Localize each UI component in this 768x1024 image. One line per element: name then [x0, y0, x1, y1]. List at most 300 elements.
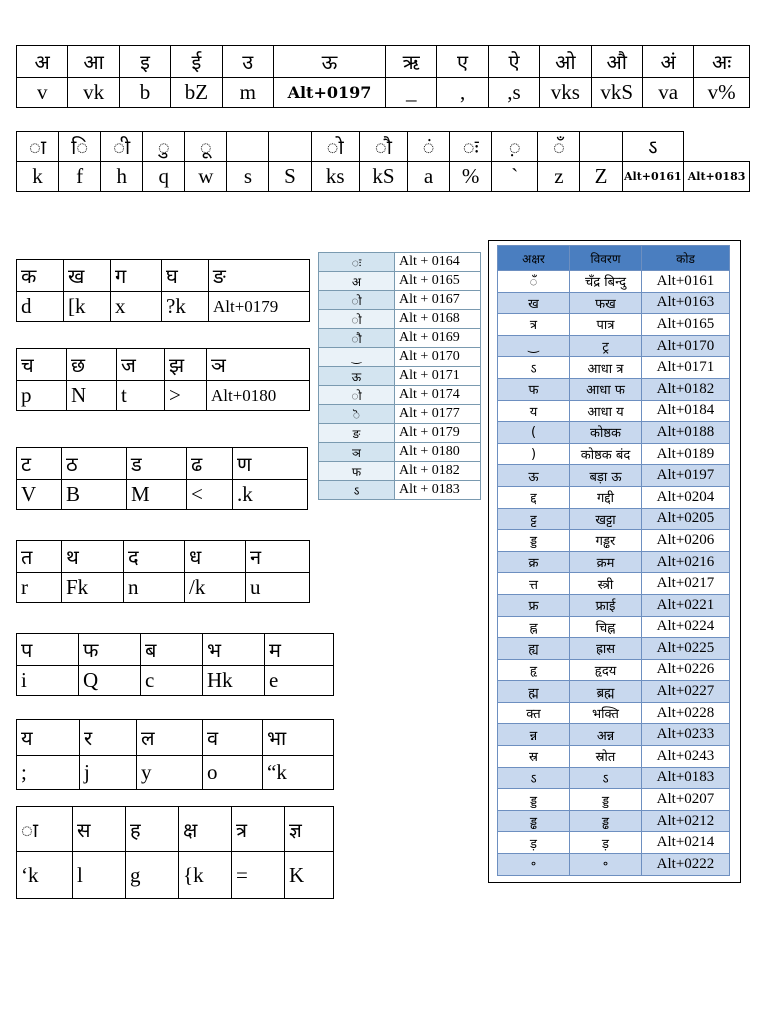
devanagari-cell: ल: [137, 720, 203, 756]
header-char: अक्षर: [498, 246, 570, 271]
krutidev-key-cell: vkS: [591, 78, 642, 108]
devanagari-cell: ण: [233, 448, 308, 480]
krutidev-key-cell: l: [73, 852, 126, 899]
krutidev-key-cell: r: [17, 573, 62, 603]
alt-code-cell: Alt+0188: [642, 422, 730, 444]
devanagari-cell: ध: [185, 541, 246, 573]
alt-code-row: [498, 810, 730, 832]
ya-krutidev-row: [17, 756, 334, 790]
alt-code-row: [319, 253, 481, 272]
krutidev-key-cell: k: [17, 162, 59, 192]
pa-krutidev-row: [17, 666, 334, 696]
krutidev-key-cell: Q: [79, 666, 141, 696]
alt-code-row: [498, 530, 730, 552]
devanagari-cell: क: [17, 260, 64, 292]
devanagari-cell: ँ: [538, 132, 580, 162]
alt-code-cell: Alt+0183: [642, 767, 730, 789]
alt-code-cell: Alt+0171: [642, 357, 730, 379]
ta-retroflex-krutidev-row: [17, 480, 308, 510]
krutidev-key-cell: v: [17, 78, 68, 108]
alt-char-cell: ॰: [498, 854, 570, 876]
sha-devanagari-row: [17, 807, 334, 852]
krutidev-key-cell: i: [17, 666, 79, 696]
devanagari-cell: क्ष: [179, 807, 232, 852]
devanagari-cell: थ: [62, 541, 124, 573]
devanagari-cell: इ: [119, 46, 170, 78]
alt-code-cell: Alt+0206: [642, 530, 730, 552]
sha-krutidev-row: [17, 852, 334, 899]
alt-code-cell: Alt+0204: [642, 486, 730, 508]
krutidev-key-cell: Z: [580, 162, 622, 192]
devanagari-cell: त: [17, 541, 62, 573]
krutidev-key-cell: Alt+0197: [273, 78, 385, 108]
alt-code-row: [319, 367, 481, 386]
devanagari-cell: ी: [101, 132, 143, 162]
devanagari-cell: व: [203, 720, 263, 756]
alt-char-cell: ञ: [319, 443, 395, 462]
devanagari-cell: स: [73, 807, 126, 852]
devanagari-cell: ह: [126, 807, 179, 852]
devanagari-cell: ङ: [209, 260, 310, 292]
alt-description-cell: क्रम: [570, 551, 642, 573]
sha-group-table: [16, 806, 334, 899]
krutidev-key-cell: m: [222, 78, 273, 108]
alt-codes-right-header: [498, 246, 730, 271]
devanagari-cell: अ: [17, 46, 68, 78]
devanagari-cell: ई: [171, 46, 222, 78]
krutidev-key-cell: q: [143, 162, 185, 192]
alt-code-cell: Alt+0227: [642, 681, 730, 703]
alt-char-cell: फ: [319, 462, 395, 481]
alt-code-cell: Alt+0207: [642, 789, 730, 811]
devanagari-cell: ौ: [359, 132, 407, 162]
krutidev-key-cell: ?k: [162, 292, 209, 322]
devanagari-cell: घ: [162, 260, 209, 292]
krutidev-key-cell: b: [119, 78, 170, 108]
alt-code-cell: Alt+0182: [642, 378, 730, 400]
alt-char-cell: त्त: [498, 573, 570, 595]
devanagari-cell: [269, 132, 311, 162]
alt-char-cell: ऽ: [319, 481, 395, 500]
alt-char-cell: ह्म: [498, 681, 570, 703]
alt-code-cell: Alt+0221: [642, 594, 730, 616]
alt-code-row: [498, 832, 730, 854]
alt-code-cell: Alt + 0177: [395, 405, 481, 424]
krutidev-key-cell: “k: [263, 756, 334, 790]
alt-code-cell: Alt+0184: [642, 400, 730, 422]
krutidev-key-cell: t: [117, 381, 165, 411]
alt-description-cell: ड्ड: [570, 789, 642, 811]
alt-code-row: [319, 348, 481, 367]
krutidev-key-cell: _: [386, 78, 437, 108]
alt-description-cell: ड्ढ: [570, 810, 642, 832]
devanagari-cell: ऐ: [488, 46, 539, 78]
krutidev-key-cell: =: [232, 852, 285, 899]
krutidev-key-cell: `: [492, 162, 538, 192]
devanagari-cell: ू: [185, 132, 227, 162]
alt-description-cell: आधा फ: [570, 378, 642, 400]
devanagari-cell: ग: [111, 260, 162, 292]
cha-group-table: [16, 348, 310, 411]
devanagari-cell: अः: [694, 46, 750, 78]
devanagari-cell: ट: [17, 448, 62, 480]
alt-char-cell: ऽ: [498, 357, 570, 379]
alt-description-cell: खट्टा: [570, 508, 642, 530]
alt-code-row: [498, 767, 730, 789]
devanagari-cell: ़: [492, 132, 538, 162]
alt-code-cell: Alt+0217: [642, 573, 730, 595]
alt-code-cell: Alt+0243: [642, 746, 730, 768]
alt-code-row: [498, 594, 730, 616]
vowels-devanagari-row: [17, 46, 750, 78]
devanagari-cell: त्र: [232, 807, 285, 852]
krutidev-key-cell: B: [62, 480, 127, 510]
devanagari-cell: ए: [437, 46, 488, 78]
krutidev-key-cell: o: [203, 756, 263, 790]
devanagari-cell: ि: [59, 132, 101, 162]
alt-description-cell: चँद्र बिन्दु: [570, 271, 642, 293]
krutidev-key-cell: v%: [694, 78, 750, 108]
alt-description-cell: अन्न: [570, 724, 642, 746]
krutidev-key-cell: e: [265, 666, 334, 696]
header-description: विवरण: [570, 246, 642, 271]
ta-krutidev-row: [17, 573, 310, 603]
devanagari-cell: न: [246, 541, 310, 573]
alt-code-row: [319, 424, 481, 443]
alt-code-cell: Alt+0226: [642, 659, 730, 681]
krutidev-key-cell: ‘k: [17, 852, 73, 899]
krutidev-key-cell: Alt+0161: [622, 162, 684, 192]
alt-code-row: [498, 465, 730, 487]
krutidev-key-cell: /k: [185, 573, 246, 603]
alt-code-cell: Alt+0189: [642, 443, 730, 465]
alt-code-row: [498, 551, 730, 573]
ya-group-table: [16, 719, 334, 790]
alt-code-cell: Alt + 0168: [395, 310, 481, 329]
devanagari-cell: भा: [263, 720, 334, 756]
krutidev-key-cell: ,: [437, 78, 488, 108]
alt-code-row: [498, 508, 730, 530]
alt-char-cell: ख: [498, 292, 570, 314]
alt-code-cell: Alt+0163: [642, 292, 730, 314]
alt-code-row: [498, 638, 730, 660]
devanagari-cell: ठ: [62, 448, 127, 480]
alt-char-cell: ह्य: [498, 638, 570, 660]
alt-char-cell: न्न: [498, 724, 570, 746]
devanagari-cell: र: [80, 720, 137, 756]
devanagari-cell: भ: [203, 634, 265, 666]
krutidev-key-cell: Alt+0180: [207, 381, 310, 411]
alt-char-cell: फ: [498, 378, 570, 400]
krutidev-key-cell: vk: [68, 78, 119, 108]
alt-char-cell: ह्न: [498, 616, 570, 638]
alt-description-cell: ड़: [570, 832, 642, 854]
alt-code-cell: Alt + 0170: [395, 348, 481, 367]
krutidev-key-cell: j: [80, 756, 137, 790]
alt-code-row: [319, 272, 481, 291]
alt-code-cell: Alt + 0164: [395, 253, 481, 272]
alt-code-cell: Alt + 0179: [395, 424, 481, 443]
alt-code-row: [498, 616, 730, 638]
alt-code-row: [319, 291, 481, 310]
alt-code-row: [498, 271, 730, 293]
krutidev-key-cell: g: [126, 852, 179, 899]
devanagari-cell: ब: [141, 634, 203, 666]
alt-code-row: [498, 357, 730, 379]
devanagari-cell: अं: [642, 46, 693, 78]
ya-devanagari-row: [17, 720, 334, 756]
devanagari-cell: प: [17, 634, 79, 666]
ta-devanagari-row: [17, 541, 310, 573]
alt-description-cell: पात्र: [570, 314, 642, 336]
alt-description-cell: कोष्ठक बंद: [570, 443, 642, 465]
devanagari-cell: य: [17, 720, 80, 756]
alt-char-cell: ‿: [319, 348, 395, 367]
alt-code-cell: Alt+0212: [642, 810, 730, 832]
krutidev-key-cell: S: [269, 162, 311, 192]
krutidev-key-cell: z: [538, 162, 580, 192]
alt-char-cell: स्र: [498, 746, 570, 768]
alt-char-cell: क्त: [498, 702, 570, 724]
devanagari-cell: ऋ: [386, 46, 437, 78]
krutidev-key-cell: bZ: [171, 78, 222, 108]
alt-char-cell: ऽ: [498, 767, 570, 789]
alt-code-row: [498, 400, 730, 422]
krutidev-key-cell: u: [246, 573, 310, 603]
alt-char-cell: ङ: [319, 424, 395, 443]
devanagari-cell: उ: [222, 46, 273, 78]
alt-description-cell: भक्ति: [570, 702, 642, 724]
alt-description-cell: गद्दी: [570, 486, 642, 508]
alt-code-row: [498, 724, 730, 746]
matras-krutidev-row: [17, 162, 750, 192]
alt-description-cell: स्रोत: [570, 746, 642, 768]
alt-code-cell: Alt + 0171: [395, 367, 481, 386]
alt-char-cell: ऊ: [498, 465, 570, 487]
alt-code-row: [498, 486, 730, 508]
krutidev-key-cell: c: [141, 666, 203, 696]
alt-code-row: [319, 462, 481, 481]
devanagari-cell: [227, 132, 269, 162]
krutidev-key-cell: n: [124, 573, 185, 603]
header-code: कोड: [642, 246, 730, 271]
krutidev-key-cell: h: [101, 162, 143, 192]
krutidev-key-cell: ,s: [488, 78, 539, 108]
alt-char-cell: ट्ट: [498, 508, 570, 530]
alt-code-row: [498, 659, 730, 681]
matras-devanagari-row: [17, 132, 750, 162]
devanagari-cell: आ: [68, 46, 119, 78]
alt-code-row: [319, 329, 481, 348]
alt-code-row: [498, 681, 730, 703]
alt-code-row: [498, 335, 730, 357]
vowels-table: [16, 45, 750, 108]
krutidev-key-cell: Alt+0183: [684, 162, 750, 192]
alt-description-cell: ब्रह्म: [570, 681, 642, 703]
alt-code-row: [319, 386, 481, 405]
alt-codes-right-table: [497, 245, 730, 876]
alt-char-cell: द्द: [498, 486, 570, 508]
alt-description-cell: ट्र: [570, 335, 642, 357]
alt-char-cell: ँ: [498, 271, 570, 293]
krutidev-key-cell: .k: [233, 480, 308, 510]
alt-code-row: [319, 481, 481, 500]
krutidev-key-cell: %: [450, 162, 492, 192]
alt-codes-middle-table: [318, 252, 481, 500]
krutidev-key-cell: [k: [64, 292, 111, 322]
ka-group-table: [16, 259, 310, 322]
ta-group-table: [16, 540, 310, 603]
alt-code-cell: Alt+0222: [642, 854, 730, 876]
alt-char-cell: फ्र: [498, 594, 570, 616]
alt-code-cell: Alt+0228: [642, 702, 730, 724]
krutidev-key-cell: ks: [311, 162, 359, 192]
alt-code-row: [498, 789, 730, 811]
alt-description-cell: ह्रास: [570, 638, 642, 660]
devanagari-cell: म: [265, 634, 334, 666]
alt-code-cell: Alt+0170: [642, 335, 730, 357]
alt-description-cell: आधा त्र: [570, 357, 642, 379]
krutidev-key-cell: d: [17, 292, 64, 322]
ka-devanagari-row: [17, 260, 310, 292]
alt-code-cell: Alt + 0165: [395, 272, 481, 291]
alt-description-cell: ऽ: [570, 767, 642, 789]
krutidev-key-cell: <: [187, 480, 233, 510]
alt-code-cell: Alt+0197: [642, 465, 730, 487]
devanagari-cell: ढ: [187, 448, 233, 480]
alt-description-cell: स्त्री: [570, 573, 642, 595]
krutidev-key-cell: s: [227, 162, 269, 192]
alt-char-cell: क्र: [498, 551, 570, 573]
devanagari-cell: ञ: [207, 349, 310, 381]
matras-table: [16, 131, 750, 192]
devanagari-cell: च: [17, 349, 67, 381]
devanagari-cell: ख: [64, 260, 111, 292]
alt-code-row: [498, 443, 730, 465]
devanagari-cell: औ: [591, 46, 642, 78]
devanagari-cell: [580, 132, 622, 162]
alt-char-cell: ड्ड: [498, 789, 570, 811]
krutidev-key-cell: vks: [540, 78, 591, 108]
alt-char-cell: ड्ड: [498, 530, 570, 552]
krutidev-key-cell: {k: [179, 852, 232, 899]
alt-code-row: [498, 702, 730, 724]
alt-char-cell: ौ: [319, 329, 395, 348]
alt-char-cell: य: [498, 400, 570, 422]
vowels-krutidev-row: [17, 78, 750, 108]
alt-code-cell: Alt+0161: [642, 271, 730, 293]
devanagari-cell: ऊ: [273, 46, 385, 78]
devanagari-cell: ज्ञ: [285, 807, 334, 852]
alt-code-cell: Alt+0205: [642, 508, 730, 530]
alt-code-cell: Alt+0165: [642, 314, 730, 336]
alt-description-cell: बड़ा ऊ: [570, 465, 642, 487]
alt-code-cell: Alt + 0167: [395, 291, 481, 310]
alt-code-row: [498, 292, 730, 314]
alt-char-cell: ऊ: [319, 367, 395, 386]
alt-char-cell: ो: [319, 310, 395, 329]
krutidev-key-cell: Alt+0179: [209, 292, 310, 322]
krutidev-key-cell: kS: [359, 162, 407, 192]
alt-code-row: [498, 746, 730, 768]
alt-code-row: [319, 443, 481, 462]
devanagari-cell: झ: [165, 349, 207, 381]
alt-description-cell: आधा य: [570, 400, 642, 422]
alt-char-cell: ‿: [498, 335, 570, 357]
pa-devanagari-row: [17, 634, 334, 666]
alt-description-cell: फख: [570, 292, 642, 314]
pa-group-table: [16, 633, 334, 696]
alt-char-cell: ड़: [498, 832, 570, 854]
alt-char-cell: ः: [319, 253, 395, 272]
krutidev-key-cell: p: [17, 381, 67, 411]
krutidev-key-cell: M: [127, 480, 187, 510]
alt-code-row: [319, 405, 481, 424]
ta-retroflex-group-table: [16, 447, 308, 510]
alt-description-cell: गड्ढर: [570, 530, 642, 552]
alt-code-cell: Alt + 0174: [395, 386, 481, 405]
alt-code-row: [498, 378, 730, 400]
krutidev-key-cell: Hk: [203, 666, 265, 696]
alt-char-cell: हृ: [498, 659, 570, 681]
cha-devanagari-row: [17, 349, 310, 381]
ka-krutidev-row: [17, 292, 310, 322]
krutidev-key-cell: w: [185, 162, 227, 192]
ta-retroflex-devanagari-row: [17, 448, 308, 480]
alt-char-cell: ): [498, 443, 570, 465]
krutidev-key-cell: V: [17, 480, 62, 510]
krutidev-key-cell: f: [59, 162, 101, 192]
krutidev-key-cell: y: [137, 756, 203, 790]
alt-code-cell: Alt + 0183: [395, 481, 481, 500]
alt-char-cell: त्र: [498, 314, 570, 336]
devanagari-cell: ो: [311, 132, 359, 162]
alt-char-cell: अ: [319, 272, 395, 291]
alt-code-row: [498, 314, 730, 336]
alt-description-cell: चिह्न: [570, 616, 642, 638]
alt-code-cell: Alt + 0180: [395, 443, 481, 462]
alt-code-row: [498, 573, 730, 595]
devanagari-cell: द: [124, 541, 185, 573]
alt-code-cell: Alt+0216: [642, 551, 730, 573]
devanagari-cell: ज: [117, 349, 165, 381]
alt-description-cell: फ्राई: [570, 594, 642, 616]
cha-krutidev-row: [17, 381, 310, 411]
krutidev-key-cell: va: [642, 78, 693, 108]
alt-code-row: [498, 854, 730, 876]
alt-code-cell: Alt+0225: [642, 638, 730, 660]
krutidev-key-cell: x: [111, 292, 162, 322]
alt-code-row: [498, 422, 730, 444]
alt-description-cell: ॰: [570, 854, 642, 876]
alt-char-cell: ॆ: [319, 405, 395, 424]
devanagari-cell: ः: [450, 132, 492, 162]
devanagari-cell: ा: [17, 132, 59, 162]
krutidev-key-cell: Fk: [62, 573, 124, 603]
devanagari-cell: छ: [67, 349, 117, 381]
alt-char-cell: (: [498, 422, 570, 444]
devanagari-cell: ं: [408, 132, 450, 162]
alt-description-cell: हृदय: [570, 659, 642, 681]
alt-char-cell: ो: [319, 386, 395, 405]
alt-char-cell: ो: [319, 291, 395, 310]
devanagari-cell: ऽ: [622, 132, 684, 162]
alt-code-cell: Alt+0233: [642, 724, 730, 746]
krutidev-key-cell: a: [408, 162, 450, 192]
alt-code-cell: Alt+0214: [642, 832, 730, 854]
krutidev-key-cell: K: [285, 852, 334, 899]
devanagari-cell: ा: [17, 807, 73, 852]
